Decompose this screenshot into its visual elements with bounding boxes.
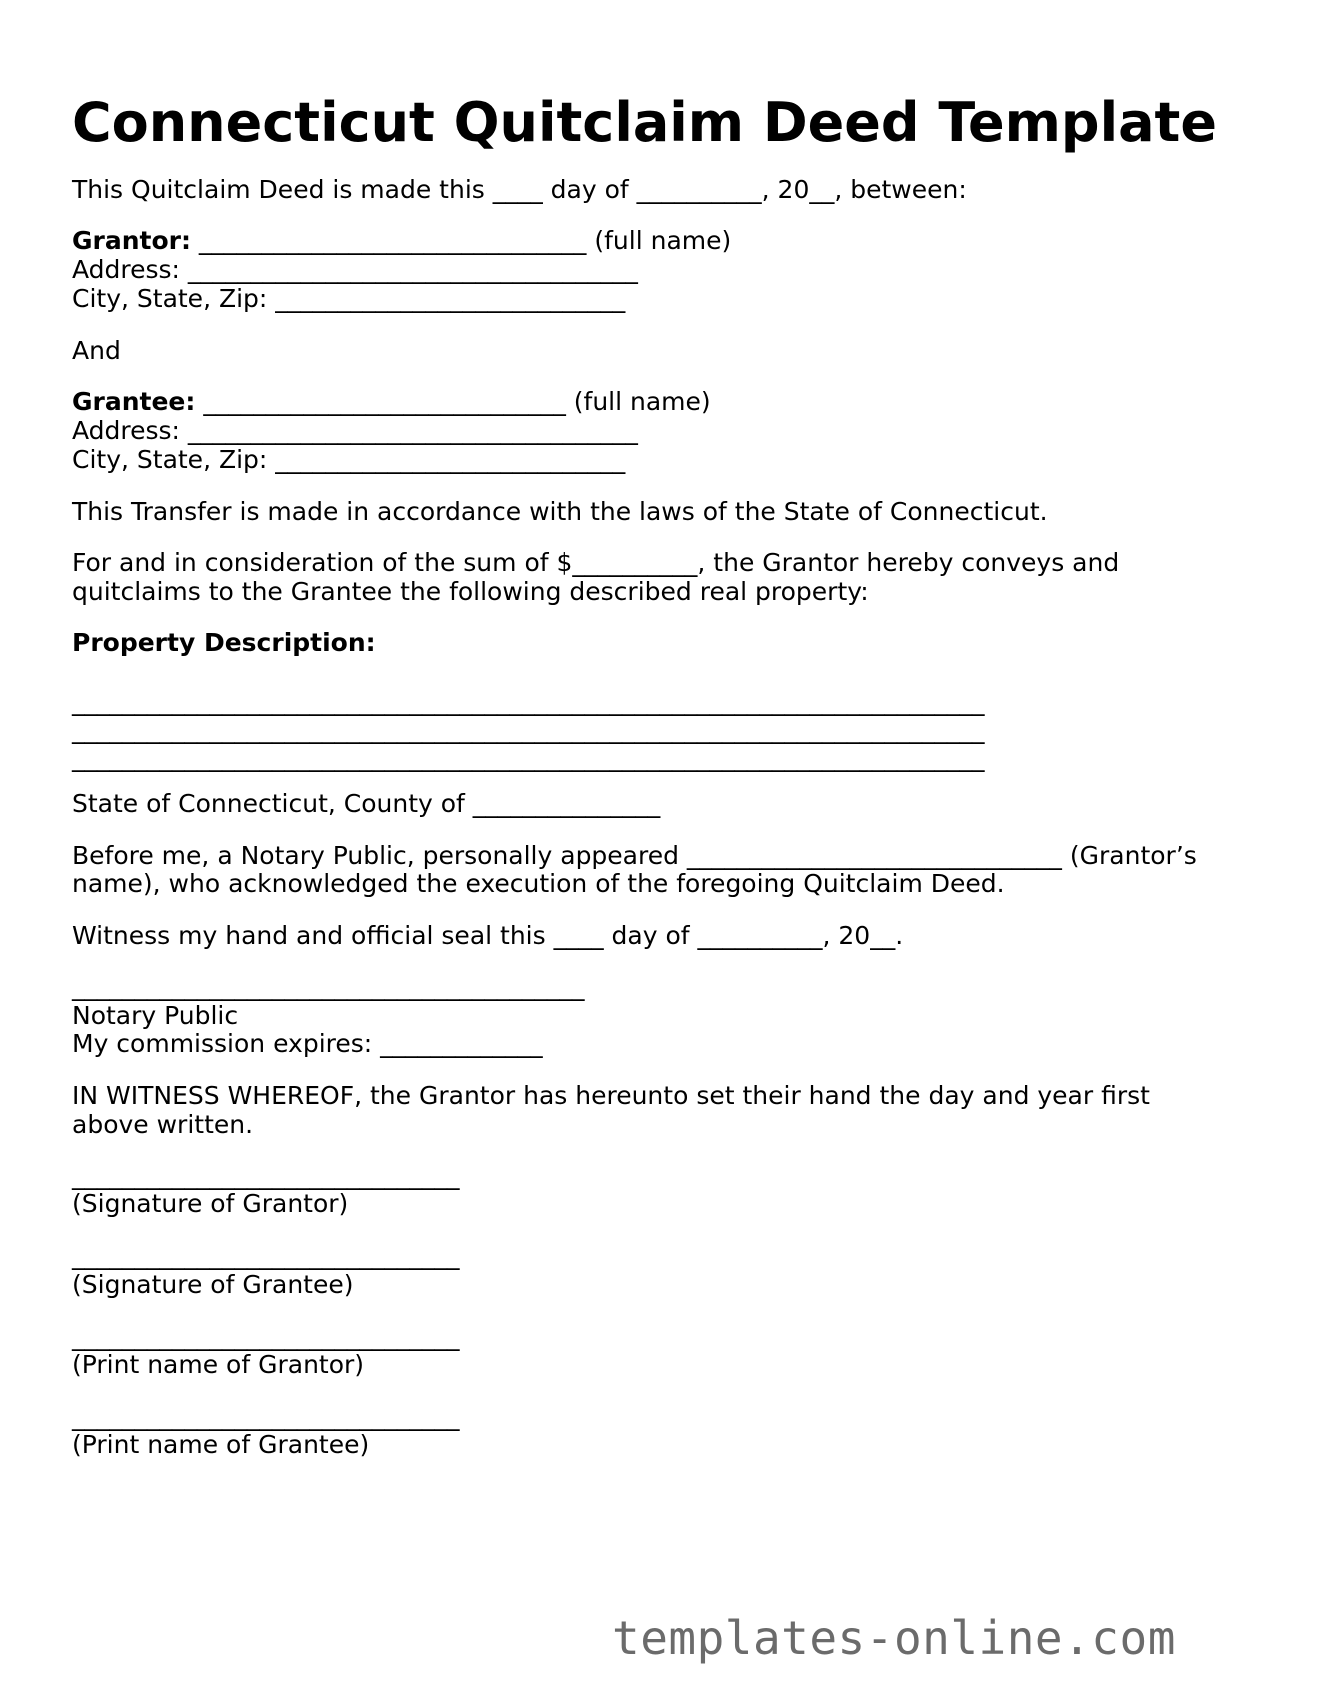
witness-line: Witness my hand and official seal this ____ day of __________, 20__. xyxy=(72,921,904,950)
grantee-name-line xyxy=(72,386,711,417)
grantee-print-name-label: (Print name of Grantee) xyxy=(72,1430,370,1459)
county-line: State of Connecticut, County of _______________ xyxy=(72,789,661,818)
notary-appearance-line-2: name), who acknowledged the execution of the foregoing Quitclaim Deed. xyxy=(72,869,1005,898)
notary-signature-line: _________________________________________ xyxy=(72,972,585,1001)
consideration-line-1: For and in consideration of the sum of $__________, the Grantor hereby conveys and xyxy=(72,548,1120,577)
grantee-print-name-line: _______________________________ xyxy=(72,1402,460,1431)
notary-public-label: Notary Public xyxy=(72,1001,239,1030)
property-description-heading: Property Description: xyxy=(72,628,376,657)
grantor-print-name-label: (Print name of Grantor) xyxy=(72,1350,365,1379)
commission-expires-line: My commission expires: _____________ xyxy=(72,1029,543,1058)
grantor-address-line: Address: ____________________________________ xyxy=(72,255,638,284)
in-witness-line-1: IN WITNESS WHEREOF, the Grantor has hereunto set their hand the day and year first xyxy=(72,1081,1150,1110)
and-text: And xyxy=(72,336,121,365)
grantor-name-line xyxy=(72,225,731,256)
grantee-address-line: Address: ____________________________________ xyxy=(72,416,638,445)
consideration-line-2: quitclaims to the Grantee the following described real property: xyxy=(72,577,869,606)
grantee-label: Grantee: xyxy=(72,387,196,416)
transfer-text: This Transfer is made in accordance with the laws of the State of Connecticut. xyxy=(72,497,1048,526)
watermark-text: templates-online.com xyxy=(612,1611,1176,1665)
grantor-signature-label: (Signature of Grantor) xyxy=(72,1189,349,1218)
grantor-city-line: City, State, Zip: ____________________________ xyxy=(72,284,626,313)
grantor-signature-line: _______________________________ xyxy=(72,1161,460,1190)
intro-text: This Quitclaim Deed is made this ____ day of __________, 20__, between: xyxy=(72,175,967,204)
grantor-label: Grantor: xyxy=(72,226,191,255)
notary-appearance-line-1: Before me, a Notary Public, personally appeared ______________________________ (Grantor’s xyxy=(72,841,1197,870)
document-title: Connecticut Quitclaim Deed Template xyxy=(72,91,1217,154)
grantee-name-field: _____________________________ (full name) xyxy=(195,387,711,416)
grantor-print-name-line: _______________________________ xyxy=(72,1322,460,1351)
property-blank-line: _________________________________________________________________________ xyxy=(72,743,985,772)
grantee-city-line: City, State, Zip: ____________________________ xyxy=(72,445,626,474)
property-blank-line: _________________________________________________________________________ xyxy=(72,687,985,716)
grantee-signature-label: (Signature of Grantee) xyxy=(72,1270,354,1299)
grantee-signature-line: _______________________________ xyxy=(72,1241,460,1270)
property-blank-line: _________________________________________________________________________ xyxy=(72,715,985,744)
in-witness-line-2: above written. xyxy=(72,1110,254,1139)
grantor-name-field: _______________________________ (full name) xyxy=(190,226,732,255)
